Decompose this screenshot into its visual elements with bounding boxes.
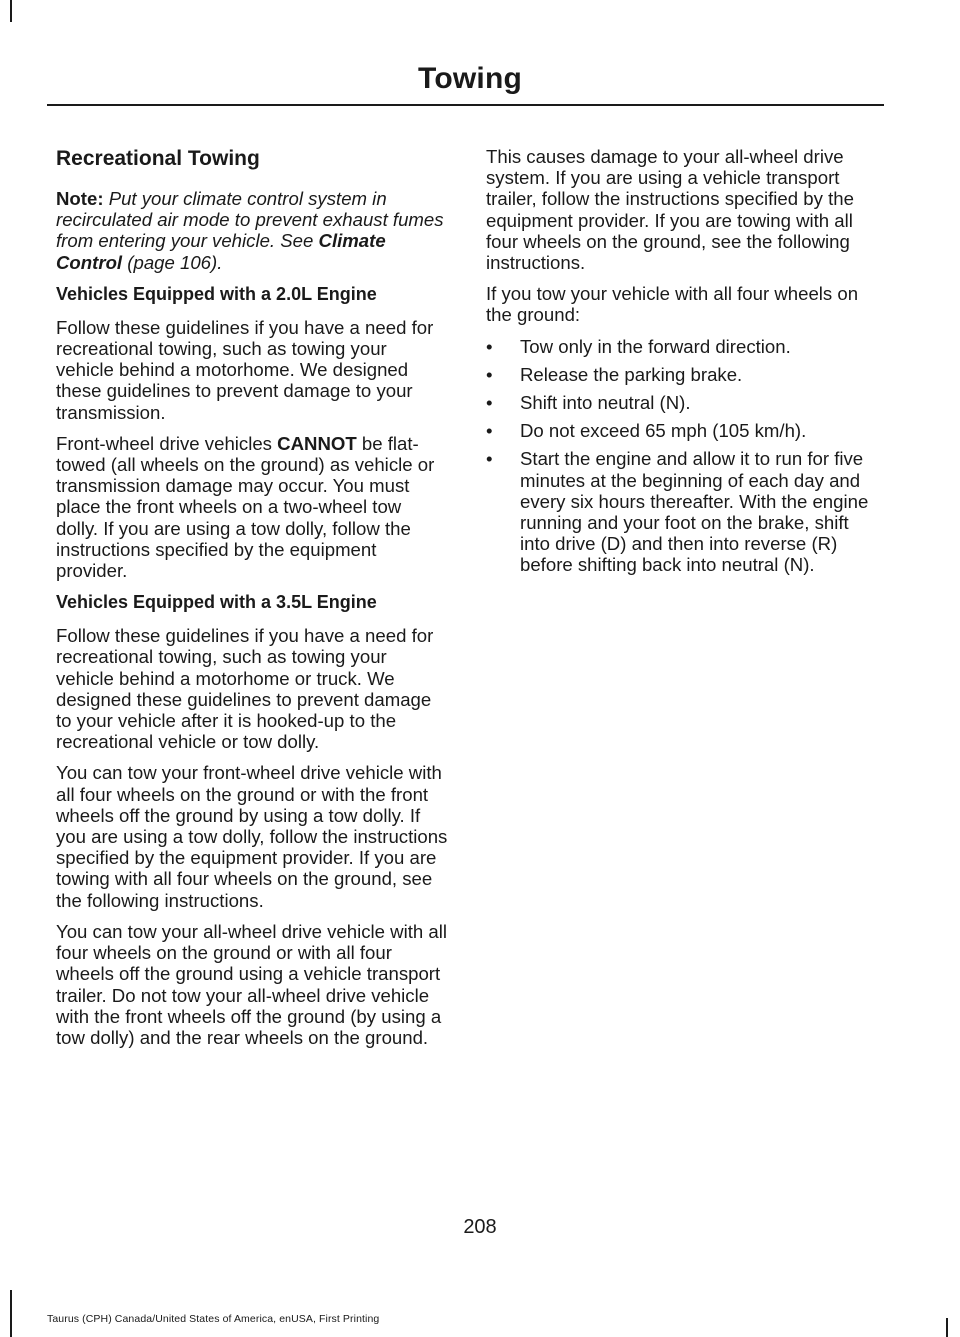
note-paragraph — [56, 188, 448, 273]
chapter-title: Towing — [418, 62, 522, 95]
footer-edition: Taurus (CPH) Canada/United States of America, enUSA, First Printing — [47, 1313, 380, 1325]
section-heading: Recreational Towing — [56, 147, 260, 170]
list-item: • Start the engine and allow it to run for five minutes at the beginning of each day and every six hours thereafter. With the engine running and your foot on the brake, shift into drive (D) and then into reverse (R) before shifting back into neutral (N). — [486, 448, 869, 576]
note-page-ref: (page 106). — [127, 251, 223, 273]
cannot-emphasis: CANNOT — [277, 432, 357, 454]
paragraph-3-5l-guidelines: Follow these guidelines if you have a need for recreational towing, such as towing your vehicle behind a motorhome or truck. We designed these guidelines to prevent damage to your vehicle after it is hooked-up to the recreational vehicle or tow dolly. — [56, 625, 434, 753]
crop-mark-bottom-left — [10, 1290, 12, 1337]
towing-steps-list — [486, 336, 880, 576]
header-divider — [47, 104, 884, 106]
left-column — [56, 146, 448, 1058]
bullet-icon: • — [486, 448, 493, 470]
bullet-icon: • — [486, 363, 493, 385]
paragraph-front-wheel-towing: You can tow your front-wheel drive vehicle with all four wheels on the ground or with the front wheels off the ground by using a tow dolly. If you are using a tow dolly, follow the instructions specified by the equipment provider. If you are towing with all four wheels on the ground, see the following instructions. — [56, 762, 448, 911]
list-item: • Shift into neutral (N). — [486, 392, 691, 414]
list-item: • Tow only in the forward direction. — [486, 335, 791, 357]
note-text: Put your climate control system in recirculated air mode to prevent exhaust fumes from entering your vehicle. See — [56, 188, 444, 252]
bullet-icon: • — [486, 335, 493, 357]
bullet-icon: • — [486, 392, 493, 414]
paragraph-awd-damage: This causes damage to your all-wheel drive system. If you are using a vehicle transport trailer, follow the instructions specified by the equipment provider. If you are towing with all four wheels on the ground, see the following instructions. — [486, 146, 854, 274]
paragraph-all-wheel-towing: You can tow your all-wheel drive vehicle with all four wheels on the ground or with all four wheels off the ground using a vehicle transport trailer. Do not tow your all-wheel drive vehicle with the front wheels off the ground (by using a tow dolly) and the rear wheels on the ground. — [56, 920, 448, 1048]
paragraph-2-0l-guidelines: Follow these guidelines if you have a need for recreational towing, such as towing your vehicle behind a motorhome. We designed these guidelines to prevent damage to your transmission. — [56, 316, 434, 423]
subheading-2-0l-engine: Vehicles Equipped with a 2.0L Engine — [56, 283, 377, 304]
crop-mark-top-left — [10, 0, 12, 22]
crop-mark-bottom-right — [946, 1318, 948, 1337]
page-number: 208 — [463, 1216, 497, 1238]
right-column — [486, 146, 880, 583]
climate-control-link[interactable]: Climate Control — [56, 230, 386, 273]
bullet-icon: • — [486, 420, 493, 442]
paragraph-front-wheel-drive: Front-wheel drive vehicles CANNOT be flat-towed (all wheels on the ground) as vehicle or transmission damage may occur. You must place the front wheels on a two-wheel tow dolly. If you are using a tow dolly, follow the instructions specified by the equipment provider. — [56, 432, 435, 582]
subheading-3-5l-engine: Vehicles Equipped with a 3.5L Engine — [56, 592, 377, 613]
paragraph-four-wheels-intro: If you tow your vehicle with all four wheels on the ground: — [486, 283, 859, 326]
note-label: Note: — [56, 188, 104, 209]
list-item: • Do not exceed 65 mph (105 km/h). — [486, 420, 807, 442]
list-item: • Release the parking brake. — [486, 363, 743, 385]
